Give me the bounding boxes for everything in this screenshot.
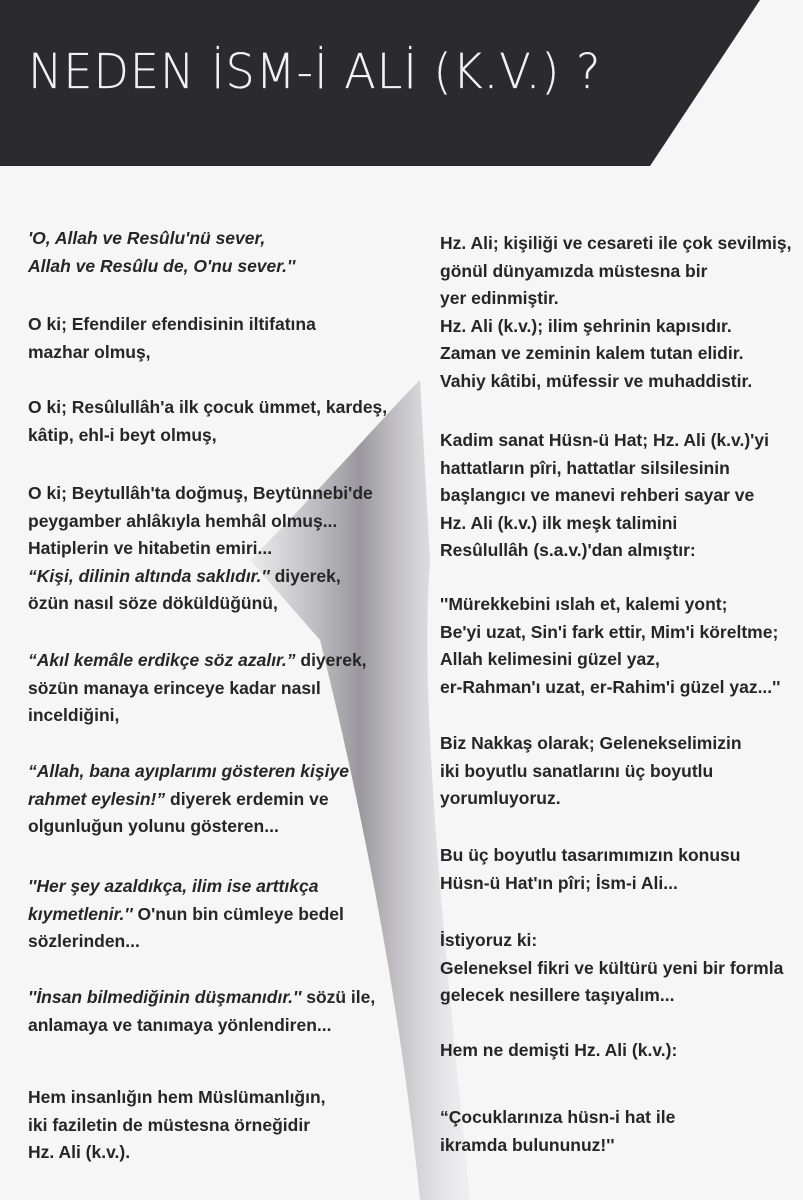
line-text: diyerek, [269, 565, 341, 586]
text-line [440, 510, 769, 538]
line-text: inceldiğini, [28, 705, 120, 725]
line-text: sözün manaya erinceye kadar nasıl [28, 677, 321, 698]
line-text: Bu üç boyutlu tasarımımızın konusu [440, 845, 741, 865]
text-line [28, 873, 344, 901]
line-text: Vahiy kâtibi, müfessir ve muhaddistir. [440, 370, 753, 391]
text-line [28, 1084, 326, 1112]
paragraph [440, 1037, 677, 1065]
line-text: hattatların pîri, hattatlar silsilesinin [440, 457, 730, 478]
text-line [28, 984, 375, 1012]
text-line [28, 901, 344, 929]
text-line [440, 619, 780, 647]
line-text: O ki; Efendiler efendisinin iltifatına [28, 314, 316, 334]
line-text: O ki; Resûlullâh'a ilk çocuk ümmet, kardeş, [28, 397, 388, 417]
text-line [440, 258, 791, 286]
text-line [28, 311, 316, 339]
paragraph [440, 842, 740, 897]
page-title: NEDEN İSM-İ ALİ (K.V.) ? [28, 42, 602, 100]
line-text: Hem insanlığın hem Müslümanlığın, [28, 1087, 326, 1107]
text-line [440, 482, 769, 510]
text-line [28, 339, 316, 367]
line-text: özün nasıl söze döküldüğünü, [28, 593, 278, 613]
paragraph [28, 1084, 326, 1167]
italic-quote: 'O, Allah ve Resûlu'nü sever, [28, 228, 266, 248]
line-text: gelecek nesillere taşıyalım... [440, 985, 675, 1005]
text-line [28, 508, 373, 536]
line-text: O'nun bin cümleye bedel [132, 903, 344, 924]
text-line [28, 535, 373, 563]
paragraph [440, 1104, 675, 1159]
line-text: başlangıcı ve manevi rehberi sayar ve [440, 485, 755, 505]
italic-quote: “Akıl kemâle erdikçe söz azalır.” [28, 650, 296, 670]
text-line [28, 253, 295, 281]
line-text: ikramda bulununuz!'' [440, 1134, 615, 1155]
text-line [440, 537, 769, 565]
paragraph [28, 311, 316, 366]
text-line [440, 730, 742, 758]
text-line [440, 313, 791, 341]
paragraph [440, 427, 769, 565]
text-line [440, 674, 780, 702]
text-line [28, 422, 387, 450]
line-text: iki faziletin de müstesna örneğidir [28, 1114, 311, 1135]
text-line [440, 230, 791, 258]
italic-quote: ''Her şey azaldıkça, ilim ise arttıkça [28, 876, 319, 896]
paragraph [440, 730, 742, 813]
text-line [440, 591, 780, 619]
line-text: Biz Nakkaş olarak; Geleneksel​imizin [440, 733, 742, 753]
text-line [28, 647, 367, 675]
text-line [28, 1112, 326, 1140]
line-text: yer edinmiştir. [440, 288, 559, 308]
text-line [440, 785, 742, 813]
paragraph [28, 225, 295, 280]
paragraph [28, 873, 344, 956]
text-line [440, 1104, 675, 1132]
line-text: olgunluğun yolunu gösteren... [28, 816, 279, 836]
line-text: yorumluyoruz. [440, 788, 561, 808]
line-text: sözlerinden... [28, 931, 140, 951]
line-text: Hz. Ali (k.v.). [28, 1142, 131, 1162]
line-text: sözü ile, [301, 987, 376, 1007]
text-line [440, 955, 783, 983]
line-text: Hz. Ali; kişiliği ve cesareti ile çok sevilmiş, [440, 233, 792, 253]
line-text: Resûlullâh (s.a.v.)'dan almıştır: [440, 540, 696, 560]
line-text: iki boyutlu sanatlarını üç boyutlu [440, 760, 714, 781]
italic-quote: ''İnsan bilmediğinin düşmanıdır.'' [28, 987, 302, 1007]
text-line [440, 427, 769, 455]
text-line [28, 480, 373, 508]
text-line [440, 455, 769, 483]
line-text: Hatiplerin ve hitabetin emiri... [28, 538, 273, 558]
line-text: Hz. Ali (k.v.); ilim şehrinin kapısıdır. [440, 315, 732, 336]
text-line [28, 1139, 326, 1167]
line-text: kâtip, ehl-i beyt olmuş, [28, 424, 217, 445]
text-line [28, 675, 367, 703]
paragraph [28, 394, 387, 449]
line-text: “Çocuklarınıza hüsn-i hat ile [440, 1107, 676, 1127]
text-line [28, 394, 387, 422]
line-text: Hz. Ali (k.v.) ilk meşk talimini [440, 512, 678, 533]
italic-quote: kıymetlenir.'' [28, 903, 133, 924]
line-text: er-Rahman'ı uzat, er-Rahim'i güzel yaz...'' [440, 676, 781, 697]
text-line [28, 563, 373, 591]
italic-quote: rahmet eylesin!” [28, 788, 166, 809]
line-text: Hüsn-ü Hat'ın pîri; İsm-i Ali... [440, 872, 678, 893]
line-text: Zaman ve zeminin kalem tutan elidir. [440, 343, 744, 363]
paragraph [28, 647, 367, 730]
text-line [440, 870, 740, 898]
text-line [28, 590, 373, 618]
paragraph [440, 927, 783, 1010]
line-text: mazhar olmuş, [28, 341, 151, 362]
line-text: Kadim sanat Hüsn-ü Hat; Hz. Ali (k.v.)'yi [440, 430, 769, 450]
text-line [440, 368, 791, 396]
paragraph [28, 480, 373, 618]
paragraph [28, 984, 375, 1039]
line-text: Allah kelimesini güzel yaz, [440, 649, 660, 669]
text-line [440, 758, 742, 786]
line-text: ''Mürekkebini ıslah et, kalemi yont; [440, 594, 728, 614]
text-line [28, 225, 295, 253]
line-text: O ki; Beytullâh'ta doğmuş, Beytünnebi'de [28, 483, 373, 503]
line-text: anlamaya ve tanımaya yönlendiren... [28, 1014, 332, 1035]
text-line [440, 340, 791, 368]
italic-quote: “Allah, bana ayıplarımı gösteren kişiye [28, 761, 349, 781]
line-text: Be'yi uzat, Sin'i fark ettir, Mim'i köreltme; [440, 621, 779, 642]
text-line [440, 982, 783, 1010]
line-text: diyerek erdemin ve [165, 788, 329, 809]
text-line [28, 702, 367, 730]
text-line [28, 786, 349, 814]
line-text: Geleneksel fikri ve kültürü yeni bir formla [440, 957, 784, 978]
italic-quote: Allah ve Resûlu de, O'nu sever.'' [28, 255, 296, 276]
paragraph [28, 758, 349, 841]
line-text: Hem ne demişti Hz. Ali (k.v.): [440, 1040, 678, 1060]
line-text: peygamber ahlâkıyla hemhâl olmuş... [28, 510, 338, 531]
paragraph [440, 591, 780, 701]
line-text: İstiyoruz ki: [440, 930, 538, 950]
text-line [440, 646, 780, 674]
text-line [440, 842, 740, 870]
text-line [440, 285, 791, 313]
line-text: gönül dünyamızda müstesna bir [440, 260, 708, 281]
text-line [440, 1037, 677, 1065]
text-line [28, 813, 349, 841]
text-line [28, 928, 344, 956]
italic-quote: “Kişi, dilinin altında saklıdır.'' [28, 565, 270, 586]
line-text: diyerek, [295, 650, 367, 670]
text-line [28, 1012, 375, 1040]
text-line [440, 1132, 675, 1160]
paragraph [440, 230, 791, 395]
text-line [28, 758, 349, 786]
text-line [440, 927, 783, 955]
